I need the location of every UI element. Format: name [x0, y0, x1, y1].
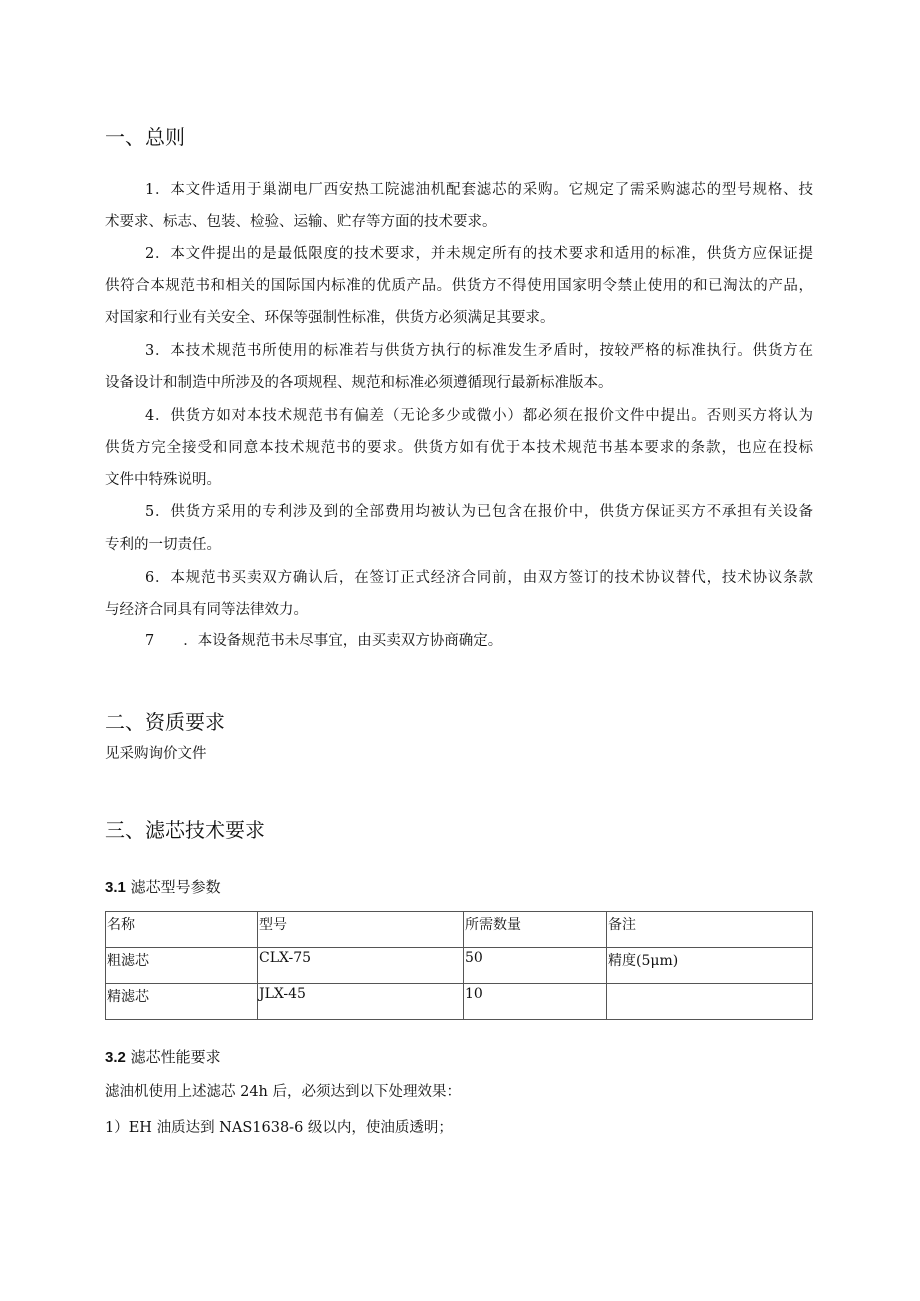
list-item: 1）EH 油质达到 NAS1638-6 级以内，使油质透明；: [105, 1120, 453, 1136]
paragraph: 滤油机使用上述滤芯 24h 后，必须达到以下处理效果：: [105, 1084, 462, 1100]
subsection-number: 3.2: [105, 1049, 126, 1066]
section-heading: 三、滤芯技术要求: [105, 818, 265, 842]
table-row: [106, 948, 813, 984]
paragraph-line: 1．本文件适用于巢湖电厂西安热工院滤油机配套滤芯的采购。它规定了需采购滤芯的型号规格、技: [145, 182, 813, 198]
paragraph-line: 术要求、标志、包装、检验、运输、贮存等方面的技术要求。: [105, 214, 497, 230]
table-header: 所需数量: [464, 912, 607, 948]
section-heading: 二、资质要求: [105, 710, 225, 734]
paragraph-line: 7 ．本设备规范书未尽事宜，由买卖双方协商确定。: [145, 633, 503, 649]
paragraph-line: 2．本文件提出的是最低限度的技术要求，并未规定所有的技术要求和适用的标准，供货方应保证提: [145, 246, 813, 262]
paragraph: 见采购询价文件: [105, 746, 207, 762]
table-cell: 粗滤芯: [106, 948, 258, 984]
table-header: 型号: [258, 912, 464, 948]
paragraph-line: 专利的一切责任。: [105, 537, 221, 553]
paragraph-line: 5．供货方采用的专利涉及到的全部费用均被认为已包含在报价中，供货方保证买方不承担有关设备: [145, 504, 813, 520]
subsection-heading: [105, 876, 221, 897]
paragraph-line: 文件中特殊说明。: [105, 472, 221, 488]
table-cell: JLX-45: [258, 984, 464, 1020]
subsection-title: 滤芯性能要求: [130, 1048, 221, 1066]
paragraph-line: 3．本技术规范书所使用的标准若与供货方执行的标准发生矛盾时，按较严格的标准执行。供货方在: [145, 343, 813, 359]
paragraph-line: 与经济合同具有同等法律效力。: [105, 602, 308, 618]
subsection-heading: [105, 1046, 221, 1067]
paragraph-line: 供符合本规范书和相关的国际国内标准的优质产品。供货方不得使用国家明令禁止使用的和已淘汰的产品，: [105, 278, 813, 294]
filter-spec-table: [105, 911, 813, 1020]
table-cell: [607, 984, 813, 1020]
table-cell: 10: [464, 984, 607, 1020]
paragraph-line: 供货方完全接受和同意本技术规范书的要求。供货方如有优于本技术规范书基本要求的条款，也应在投标: [105, 440, 813, 456]
subsection-number: 3.1: [105, 879, 126, 896]
table-row: [106, 984, 813, 1020]
paragraph-line: 设备设计和制造中所涉及的各项规程、规范和标准必须遵循现行最新标准版本。: [105, 375, 613, 391]
paragraph-line: 6．本规范书买卖双方确认后，在签订正式经济合同前，由双方签订的技术协议替代，技术协议条款: [145, 570, 813, 586]
table-header: 备注: [607, 912, 813, 948]
paragraph-line: 4．供货方如对本技术规范书有偏差（无论多少或微小）都必须在报价文件中提出。否则买方将认为: [145, 408, 813, 424]
table-cell: 精度(5μm): [607, 948, 813, 984]
table-header-row: [106, 912, 813, 948]
paragraph-line: 对国家和行业有关安全、环保等强制性标准，供货方必须满足其要求。: [105, 310, 555, 326]
section-heading: 一、总则: [105, 125, 185, 149]
subsection-title: 滤芯型号参数: [130, 878, 221, 896]
table-header: 名称: [106, 912, 258, 948]
table-cell: 50: [464, 948, 607, 984]
table-cell: 精滤芯: [106, 984, 258, 1020]
table-cell: CLX-75: [258, 948, 464, 984]
